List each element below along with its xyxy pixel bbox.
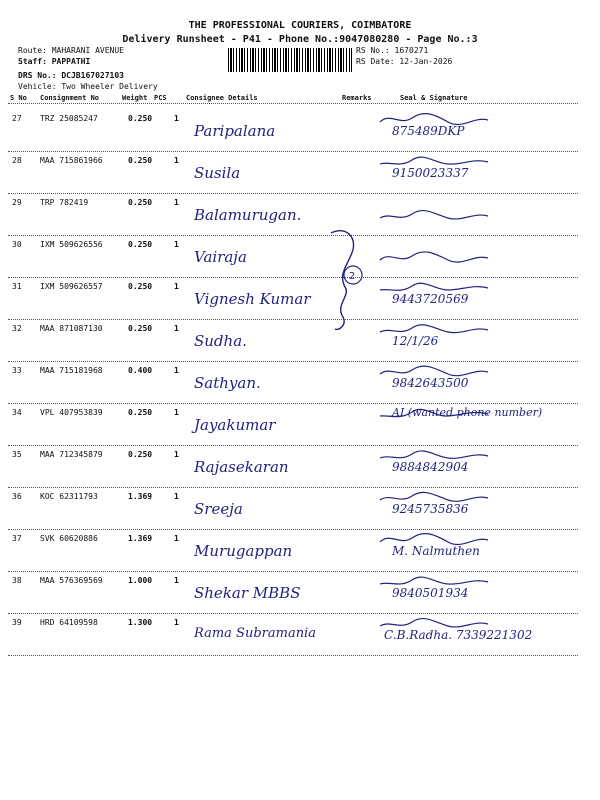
signature-scribble xyxy=(378,278,498,296)
signature-scribble xyxy=(378,152,498,170)
consignee-handwriting: Balamurugan. xyxy=(194,206,302,224)
row-weight: 0.250 xyxy=(128,240,153,249)
rs-no-label: RS No.: xyxy=(356,46,390,55)
consignee-handwriting: Vairaja xyxy=(194,248,247,266)
rs-no-value: 1670271 xyxy=(394,46,429,55)
row-weight: 0.250 xyxy=(128,156,153,165)
table-row xyxy=(8,152,578,194)
staff-line xyxy=(18,57,90,67)
drs-line xyxy=(18,71,124,81)
route-value: MAHARANI AVENUE xyxy=(51,46,124,55)
row-weight: 0.250 xyxy=(128,282,153,291)
row-sno: 34 xyxy=(12,408,22,417)
row-sno: 32 xyxy=(12,324,22,333)
row-consignment: MAA 712345879 xyxy=(40,450,103,459)
table-row xyxy=(8,614,578,656)
table-row xyxy=(8,110,578,152)
row-pcs: 1 xyxy=(174,618,179,627)
col-consignment: Consignment No xyxy=(40,94,100,102)
circled-number: 2 xyxy=(349,271,356,282)
row-consignment: TRZ 25085247 xyxy=(40,114,98,123)
vehicle-label: Vehicle: xyxy=(18,82,57,91)
consignee-handwriting: Sreeja xyxy=(194,500,243,518)
consignee-handwriting: Jayakumar xyxy=(194,416,276,434)
col-remarks: Remarks xyxy=(342,94,372,102)
row-pcs: 1 xyxy=(174,576,179,585)
runsheet-subtitle: Delivery Runsheet - P41 - Phone No.:9047080280 - Page No.:3 xyxy=(122,34,478,45)
row-weight: 0.250 xyxy=(128,450,153,459)
staff-value: PAPPATHI xyxy=(51,57,91,66)
row-sno: 39 xyxy=(12,618,22,627)
row-weight: 0.250 xyxy=(128,324,153,333)
rs-date-label: RS Date: xyxy=(356,57,395,66)
row-consignment: SVK 60620886 xyxy=(40,534,98,543)
signature-note: 9150023337 xyxy=(392,166,469,180)
row-weight: 0.250 xyxy=(128,114,153,123)
col-weight: Weight xyxy=(122,94,148,102)
row-consignment: MAA 715861966 xyxy=(40,156,103,165)
row-pcs: 1 xyxy=(174,450,179,459)
row-pcs: 1 xyxy=(174,324,179,333)
signature-scribble xyxy=(378,110,498,128)
row-sno: 28 xyxy=(12,156,22,165)
table-row xyxy=(8,530,578,572)
table-row xyxy=(8,236,578,278)
signature-note: 12/1/26 xyxy=(392,334,439,348)
vehicle-value: Two Wheeler Delivery xyxy=(61,82,158,91)
consignee-handwriting: Rama Subramania xyxy=(194,626,316,641)
signature-note: 9884842904 xyxy=(392,460,469,474)
row-sno: 33 xyxy=(12,366,22,375)
col-consignee: Consignee Details xyxy=(186,94,258,102)
consignee-handwriting: Sudha. xyxy=(194,332,247,350)
table-row xyxy=(8,404,578,446)
route-line xyxy=(18,46,124,56)
ink-scribble xyxy=(325,225,365,335)
signature-scribble xyxy=(378,530,498,548)
row-pcs: 1 xyxy=(174,114,179,123)
col-pcs: PCS xyxy=(154,94,167,102)
col-seal: Seal & Signature xyxy=(400,94,468,102)
signature-scribble xyxy=(378,404,498,422)
signature-note: 9245735836 xyxy=(392,502,469,516)
table-row xyxy=(8,488,578,530)
row-sno: 35 xyxy=(12,450,22,459)
row-sno: 27 xyxy=(12,114,22,123)
consignee-handwriting: Susila xyxy=(194,164,241,182)
signature-scribble xyxy=(378,362,498,380)
row-pcs: 1 xyxy=(174,198,179,207)
signature-note: 9443720569 xyxy=(392,292,469,306)
row-weight: 0.250 xyxy=(128,198,153,207)
signature-scribble xyxy=(378,248,498,266)
row-pcs: 1 xyxy=(174,366,179,375)
row-consignment: VPL 407953839 xyxy=(40,408,103,417)
row-weight: 1.369 xyxy=(128,492,153,501)
row-pcs: 1 xyxy=(174,282,179,291)
signature-note: C.B.Radha. 7339221302 xyxy=(384,628,533,642)
row-sno: 36 xyxy=(12,492,22,501)
row-consignment: IXM 509626556 xyxy=(40,240,103,249)
row-weight: 1.000 xyxy=(128,576,153,585)
signature-scribble xyxy=(378,572,498,590)
row-weight: 1.300 xyxy=(128,618,153,627)
row-consignment: MAA 715181968 xyxy=(40,366,103,375)
row-consignment: KOC 62311793 xyxy=(40,492,98,501)
signature-note: 9842643500 xyxy=(392,376,469,390)
header-divider xyxy=(8,103,578,104)
signature-note: 875489DKP xyxy=(392,124,465,138)
table-row xyxy=(8,446,578,488)
row-weight: 0.250 xyxy=(128,408,153,417)
rs-date-value: 12-Jan-2026 xyxy=(399,57,453,66)
consignee-handwriting: Vignesh Kumar xyxy=(194,290,311,308)
row-divider xyxy=(8,655,578,656)
drs-label: DRS No.: xyxy=(18,71,57,80)
row-sno: 31 xyxy=(12,282,22,291)
row-pcs: 1 xyxy=(174,408,179,417)
table-row xyxy=(8,320,578,362)
signature-note: 9840501934 xyxy=(392,586,469,600)
signature-note: M. Nalmuthen xyxy=(392,544,480,558)
signature-scribble xyxy=(378,614,498,632)
signature-scribble xyxy=(378,446,498,464)
row-consignment: MAA 871087130 xyxy=(40,324,103,333)
row-weight: 1.369 xyxy=(128,534,153,543)
consignee-handwriting: Shekar MBBS xyxy=(194,584,301,602)
route-label: Route: xyxy=(18,46,47,55)
table-row xyxy=(8,278,578,320)
row-consignment: MAA 576369569 xyxy=(40,576,103,585)
signature-scribble xyxy=(378,320,498,338)
row-sno: 30 xyxy=(12,240,22,249)
signature-note: AI (wanted phone number) xyxy=(392,406,543,419)
rs-date-line xyxy=(356,57,452,67)
consignee-handwriting: Rajasekaran xyxy=(194,458,289,476)
row-pcs: 1 xyxy=(174,492,179,501)
table-row xyxy=(8,362,578,404)
table-row xyxy=(8,572,578,614)
row-sno: 29 xyxy=(12,198,22,207)
rs-no-line xyxy=(356,46,428,56)
col-sno: S No xyxy=(10,94,27,102)
signature-scribble xyxy=(378,206,498,224)
consignee-handwriting: Sathyan. xyxy=(194,374,261,392)
consignee-handwriting: Murugappan xyxy=(194,542,293,560)
barcode xyxy=(228,48,352,72)
table-row xyxy=(8,194,578,236)
staff-label: Staff: xyxy=(18,57,47,66)
runsheet-title: THE PROFESSIONAL COURIERS, COIMBATORE xyxy=(188,20,412,31)
signature-scribble xyxy=(378,488,498,506)
row-consignment: HRD 64109598 xyxy=(40,618,98,627)
row-pcs: 1 xyxy=(174,156,179,165)
consignee-handwriting: Paripalana xyxy=(194,122,276,140)
row-sno: 37 xyxy=(12,534,22,543)
row-pcs: 1 xyxy=(174,240,179,249)
row-sno: 38 xyxy=(12,576,22,585)
vehicle-line xyxy=(18,82,158,92)
row-consignment: IXM 509626557 xyxy=(40,282,103,291)
row-pcs: 1 xyxy=(174,534,179,543)
row-weight: 0.400 xyxy=(128,366,153,375)
drs-value: DCJB167027103 xyxy=(61,71,124,80)
row-consignment: TRP 782419 xyxy=(40,198,89,207)
